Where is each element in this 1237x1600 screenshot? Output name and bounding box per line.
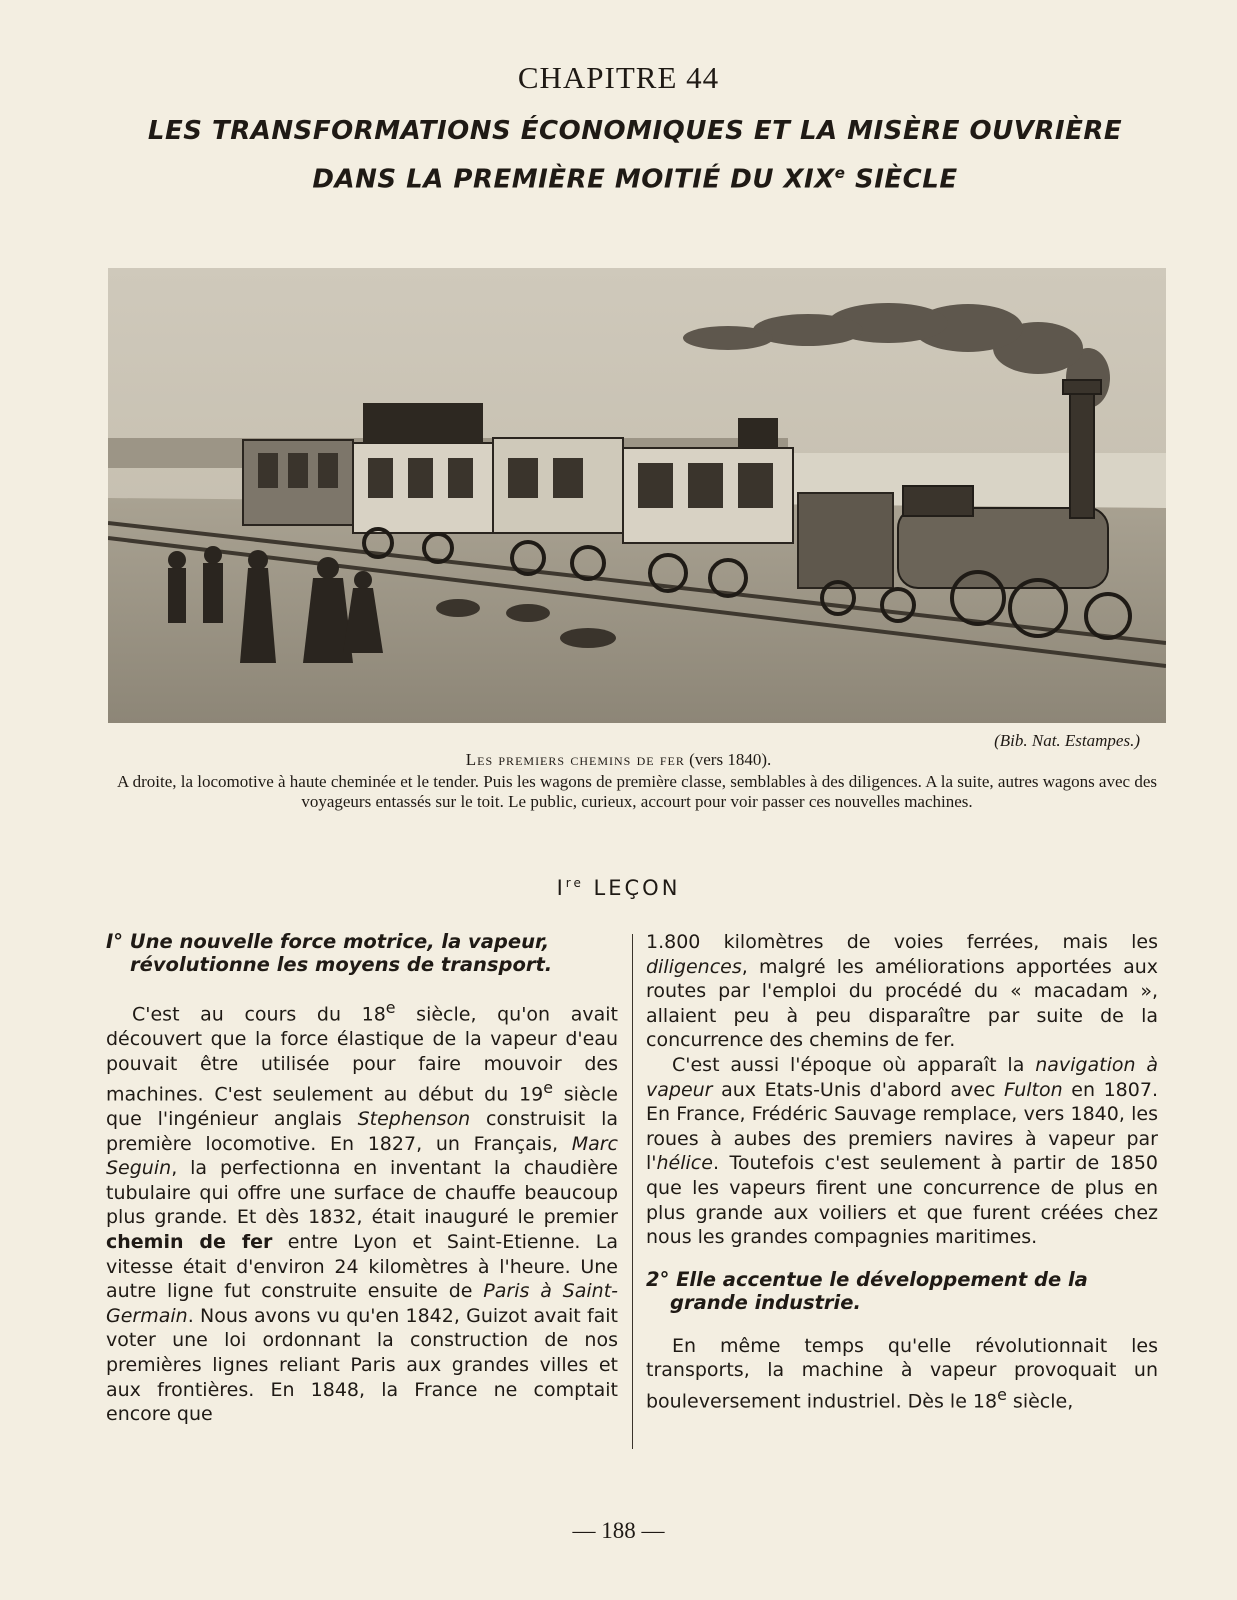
bold-term: chemin de fer — [106, 1231, 273, 1253]
superscript: e — [997, 1384, 1007, 1404]
right-paragraph-1 — [646, 930, 1158, 1053]
engraving-early-railway — [108, 268, 1166, 723]
chapter-title-line-2 — [110, 152, 1160, 201]
chapter-title-line-2-end: SIÈCLE — [845, 164, 958, 195]
italic-term: hélice — [656, 1152, 713, 1175]
text-run: . Toutefois c'est seulement à partir de 1850 que les vapeurs firent une concurrence de plus en plus grande aux voiliers et que furent créées chez nous les grandes compagnies maritimes. — [646, 1152, 1158, 1249]
figure-caption-title — [0, 750, 1237, 770]
text-run: siècle que l'ingénieur anglais — [106, 1083, 618, 1131]
lesson-word: LEÇON — [583, 876, 681, 900]
section-heading-1: I° Une nouvelle force motrice, la vapeur, révolutionne les moyens de transport. — [106, 930, 553, 976]
text-run: C'est aussi l'époque où apparaît la — [672, 1053, 1036, 1076]
section-heading-2: 2° Elle accentue le développement de la grande industrie. — [646, 1267, 1088, 1314]
image-credit: (Bib. Nat. Estampes.) — [994, 731, 1140, 750]
text-run: siècle, — [1006, 1390, 1074, 1413]
text-run: construisit la première locomotive. En 1827, un Français, — [106, 1108, 618, 1155]
italic-term: Paris à Saint-Germain — [106, 1280, 618, 1327]
right-paragraph-2 — [646, 1053, 1158, 1250]
superscript: e — [543, 1078, 553, 1098]
text-run: . Nous avons vu qu'en 1842, Guizot avait fait voter une loi ordonnant la construction de nos premières lignes reliant Paris aux grandes villes et aux frontières. En 1848, la France ne comptait encore que — [106, 1304, 618, 1426]
lesson-number-sup: re — [565, 876, 584, 890]
text-run: aux Etats-Unis d'abord avec — [712, 1078, 1005, 1101]
left-paragraph-1 — [106, 996, 618, 1427]
lesson-number: I — [556, 876, 566, 900]
caption-title-small-caps: Les premiers chemins de fer — [465, 750, 685, 769]
text-run: siècle, qu'on avait découvert que la force élastique de la vapeur d'eau pouvait être utilisée pour faire mouvoir des machines. C'est seulement au début du 19 — [106, 1003, 618, 1106]
text-run: En même temps qu'elle révolutionnait les transports, la machine à vapeur provoquait un bouleversement industriel. Dès le 18 — [646, 1334, 1158, 1413]
chapter-title-superscript: e — [834, 164, 846, 182]
italic-term: Marc Seguin — [106, 1132, 618, 1180]
page-number: — 188 — — [572, 1518, 665, 1543]
lesson-heading — [0, 876, 1237, 900]
chapter-title-line-2-text: DANS LA PREMIÈRE MOITIÉ DU XIX — [312, 164, 835, 195]
text-run: en 1807. En France, Frédéric Sauvage remplace, vers 1840, les roues à aubes des premiers navires à vapeur par l' — [646, 1078, 1158, 1175]
left-column — [106, 930, 618, 1427]
caption-title-date: (vers 1840). — [684, 750, 772, 769]
text-run: C'est au cours du 18 — [132, 1003, 386, 1026]
italic-term: navigation à vapeur — [646, 1053, 1158, 1101]
text-run: entre Lyon et Saint-Etienne. La vitesse était d'environ 24 kilomètres à l'heure. Une autre ligne fut construite ensuite de — [106, 1231, 618, 1303]
right-column — [646, 930, 1158, 1414]
text-run: , la perfectionna en inventant la chaudière tubulaire qui offre une surface de chauffe beaucoup plus grande. Et dès 1832, était inauguré le premier — [106, 1157, 618, 1229]
figure-caption-text: A droite, la locomotive à haute cheminée et le tender. Puis les wagons de première classe, semblables à des diligences. A la suite, autres wagons avec des voyageurs entassés sur le toit. Le public, curieux, accourt pour voir passer ces nouvelles machines. — [117, 772, 1157, 811]
italic-term: Fulton — [1004, 1078, 1063, 1101]
right-paragraph-3 — [646, 1334, 1158, 1414]
train-illustration — [108, 268, 1166, 723]
chapter-label: CHAPITRE 44 — [517, 60, 720, 95]
chapter-title-line-1: LES TRANSFORMATIONS ÉCONOMIQUES ET LA MISÈRE OUVRIÈRE — [147, 116, 1123, 146]
superscript: e — [385, 998, 396, 1017]
italic-term: diligences — [646, 955, 742, 978]
italic-term: Stephenson — [357, 1108, 471, 1131]
chapter-title — [110, 110, 1160, 201]
text-run: , malgré les améliorations apportées aux routes par l'emploi du procédé du « macadam », allaient peu à peu disparaître par suite de la concurrence des chemins de fer. — [646, 955, 1158, 1052]
column-divider — [632, 934, 633, 1449]
text-run: 1.800 kilomètres de voies ferrées, mais les — [646, 931, 1158, 953]
